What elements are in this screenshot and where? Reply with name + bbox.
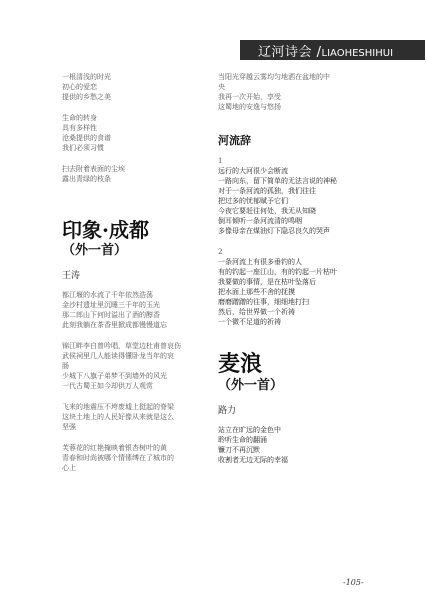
poem-line: 这蜀地的安逸与悠扬 bbox=[218, 103, 281, 111]
stanza bbox=[62, 164, 204, 184]
poem-title: 麦浪 bbox=[218, 351, 263, 377]
author-name: 路力 bbox=[218, 406, 237, 416]
poem-line: 今夜它要赶往何处，我无从知晓 bbox=[218, 207, 316, 215]
left-column bbox=[62, 72, 204, 473]
poem-line: 然后，给世界做一个祈祷 bbox=[218, 308, 295, 316]
poem-line: 我们必须习惯 bbox=[62, 144, 104, 152]
poem-line: 具有多样性 bbox=[62, 124, 97, 132]
header-title bbox=[258, 41, 393, 60]
poem-line: 飞来的地震压不垮废墟上挺起的脊梁 bbox=[62, 403, 174, 411]
author-name: 王涛 bbox=[62, 271, 81, 281]
poem-line: 收割者无边无际的幸福 bbox=[218, 456, 288, 464]
poem-title: 印象·成都 bbox=[62, 218, 149, 242]
poem-line: 坚强 bbox=[62, 423, 76, 431]
section-number: 2 bbox=[218, 248, 223, 256]
stanza bbox=[62, 113, 204, 153]
poem-line: 磨磨蹭蹭的往事，细细地打扫 bbox=[218, 298, 309, 306]
poem-line: 生命的转身 bbox=[62, 114, 97, 122]
stanza bbox=[62, 341, 204, 391]
poem-line: 一路向东，留下简单的无法言说的神秘 bbox=[218, 177, 337, 185]
poem-line: 有的钓起一座江山，有的钓起一片枯叶 bbox=[218, 268, 337, 276]
section-number: 1 bbox=[218, 157, 223, 165]
header-separator: / bbox=[312, 45, 322, 60]
poem-line: 锦江畔李白曾吟唱，草堂边杜甫曾哀伤 bbox=[62, 342, 181, 350]
poem-line: 金沙村遗址里沉睡三千年的玉光 bbox=[62, 301, 160, 309]
stanza bbox=[218, 166, 378, 236]
poem-line: 都江堰的水流了千年依然浩荡 bbox=[62, 291, 153, 299]
poem-line: 我再一次开始，享受 bbox=[218, 93, 281, 101]
poem-line: 当阳光穿越云雾均匀地洒在盆地的中 bbox=[218, 73, 330, 81]
poem-line: 我要做的事情，是在枯叶坠落后 bbox=[218, 278, 316, 286]
poem-line: 央 bbox=[218, 83, 225, 91]
header-title-cn: 辽河诗会 bbox=[258, 45, 313, 60]
poem-subtitle: （外一首） bbox=[218, 378, 284, 393]
poem-line: 站立在旷远的金色中 bbox=[218, 426, 281, 434]
section-heading: 河流辞 bbox=[218, 134, 251, 147]
poem-line: 一条河流上有很多垂钓的人 bbox=[218, 258, 302, 266]
stanza bbox=[62, 72, 204, 102]
poem-line: 倒耳倾听一条河流清的鸣咽 bbox=[218, 217, 302, 225]
poem-line: 青春和时尚被哪个情愫缚在了城市的 bbox=[62, 454, 174, 462]
poem-line: 这块土地上的人民好像从来就是这么 bbox=[62, 413, 174, 421]
header-subtitle: LIAOHESHIHUI bbox=[321, 48, 394, 59]
poem-line: 镰刀不再沉默 bbox=[218, 446, 260, 454]
poem-line: 聆听生命的翻涌 bbox=[218, 436, 267, 444]
right-column bbox=[218, 72, 378, 465]
poem-line: 武侯祠里几人能读得懂卧龙当年的哀 bbox=[62, 352, 174, 360]
poem-line: 沧桑提供的食谱 bbox=[62, 134, 111, 142]
poem-line: 此刻我躺在茶香里掀成都慢慢道忘 bbox=[62, 321, 167, 329]
poem-line: 那二郎山下何时溢出了酒的醇香 bbox=[62, 311, 160, 319]
poem-line: 把水面上那些不舍的抚摸 bbox=[218, 288, 295, 296]
page-number: -105- bbox=[343, 578, 364, 587]
poem-line: 一根清浅的时光 bbox=[62, 73, 111, 81]
poem-line: 对于一条河流的孤独，我们往往 bbox=[218, 187, 316, 195]
poem-line: 远行的大河很少会断流 bbox=[218, 167, 288, 175]
poem-line: 提供的乡愁之美 bbox=[62, 93, 111, 101]
poem-line: 初心的爱恋 bbox=[62, 83, 97, 91]
poem-line: 一个微不足道的祈祷 bbox=[218, 318, 281, 326]
stanza bbox=[218, 72, 378, 112]
poem-line: 把过多的忧郁赋予它们 bbox=[218, 197, 288, 205]
poem-subtitle: （外一首） bbox=[62, 243, 128, 258]
stanza bbox=[62, 290, 204, 330]
poem-line: 露出青绿的枝条 bbox=[62, 175, 111, 183]
stanza bbox=[62, 402, 204, 432]
poem-line: 心上 bbox=[62, 464, 76, 472]
poem-line: 一代古蜀王如今却供万人观赏 bbox=[62, 382, 153, 390]
stanza bbox=[218, 425, 378, 465]
stanza bbox=[218, 257, 378, 327]
poem-line: 多像母亲在煤油灯下隐忍良久的哭声 bbox=[218, 227, 330, 235]
poem-line: 少城下八旗子弟梦不到墙外的风光 bbox=[62, 372, 167, 380]
stanza bbox=[62, 443, 204, 473]
poem-line: 芙蓉花的红艳掩映着银杏树叶的黄 bbox=[62, 444, 167, 452]
poem-line: 肠 bbox=[62, 362, 69, 370]
poem-line: 扫去附着表面的尘埃 bbox=[62, 165, 125, 173]
